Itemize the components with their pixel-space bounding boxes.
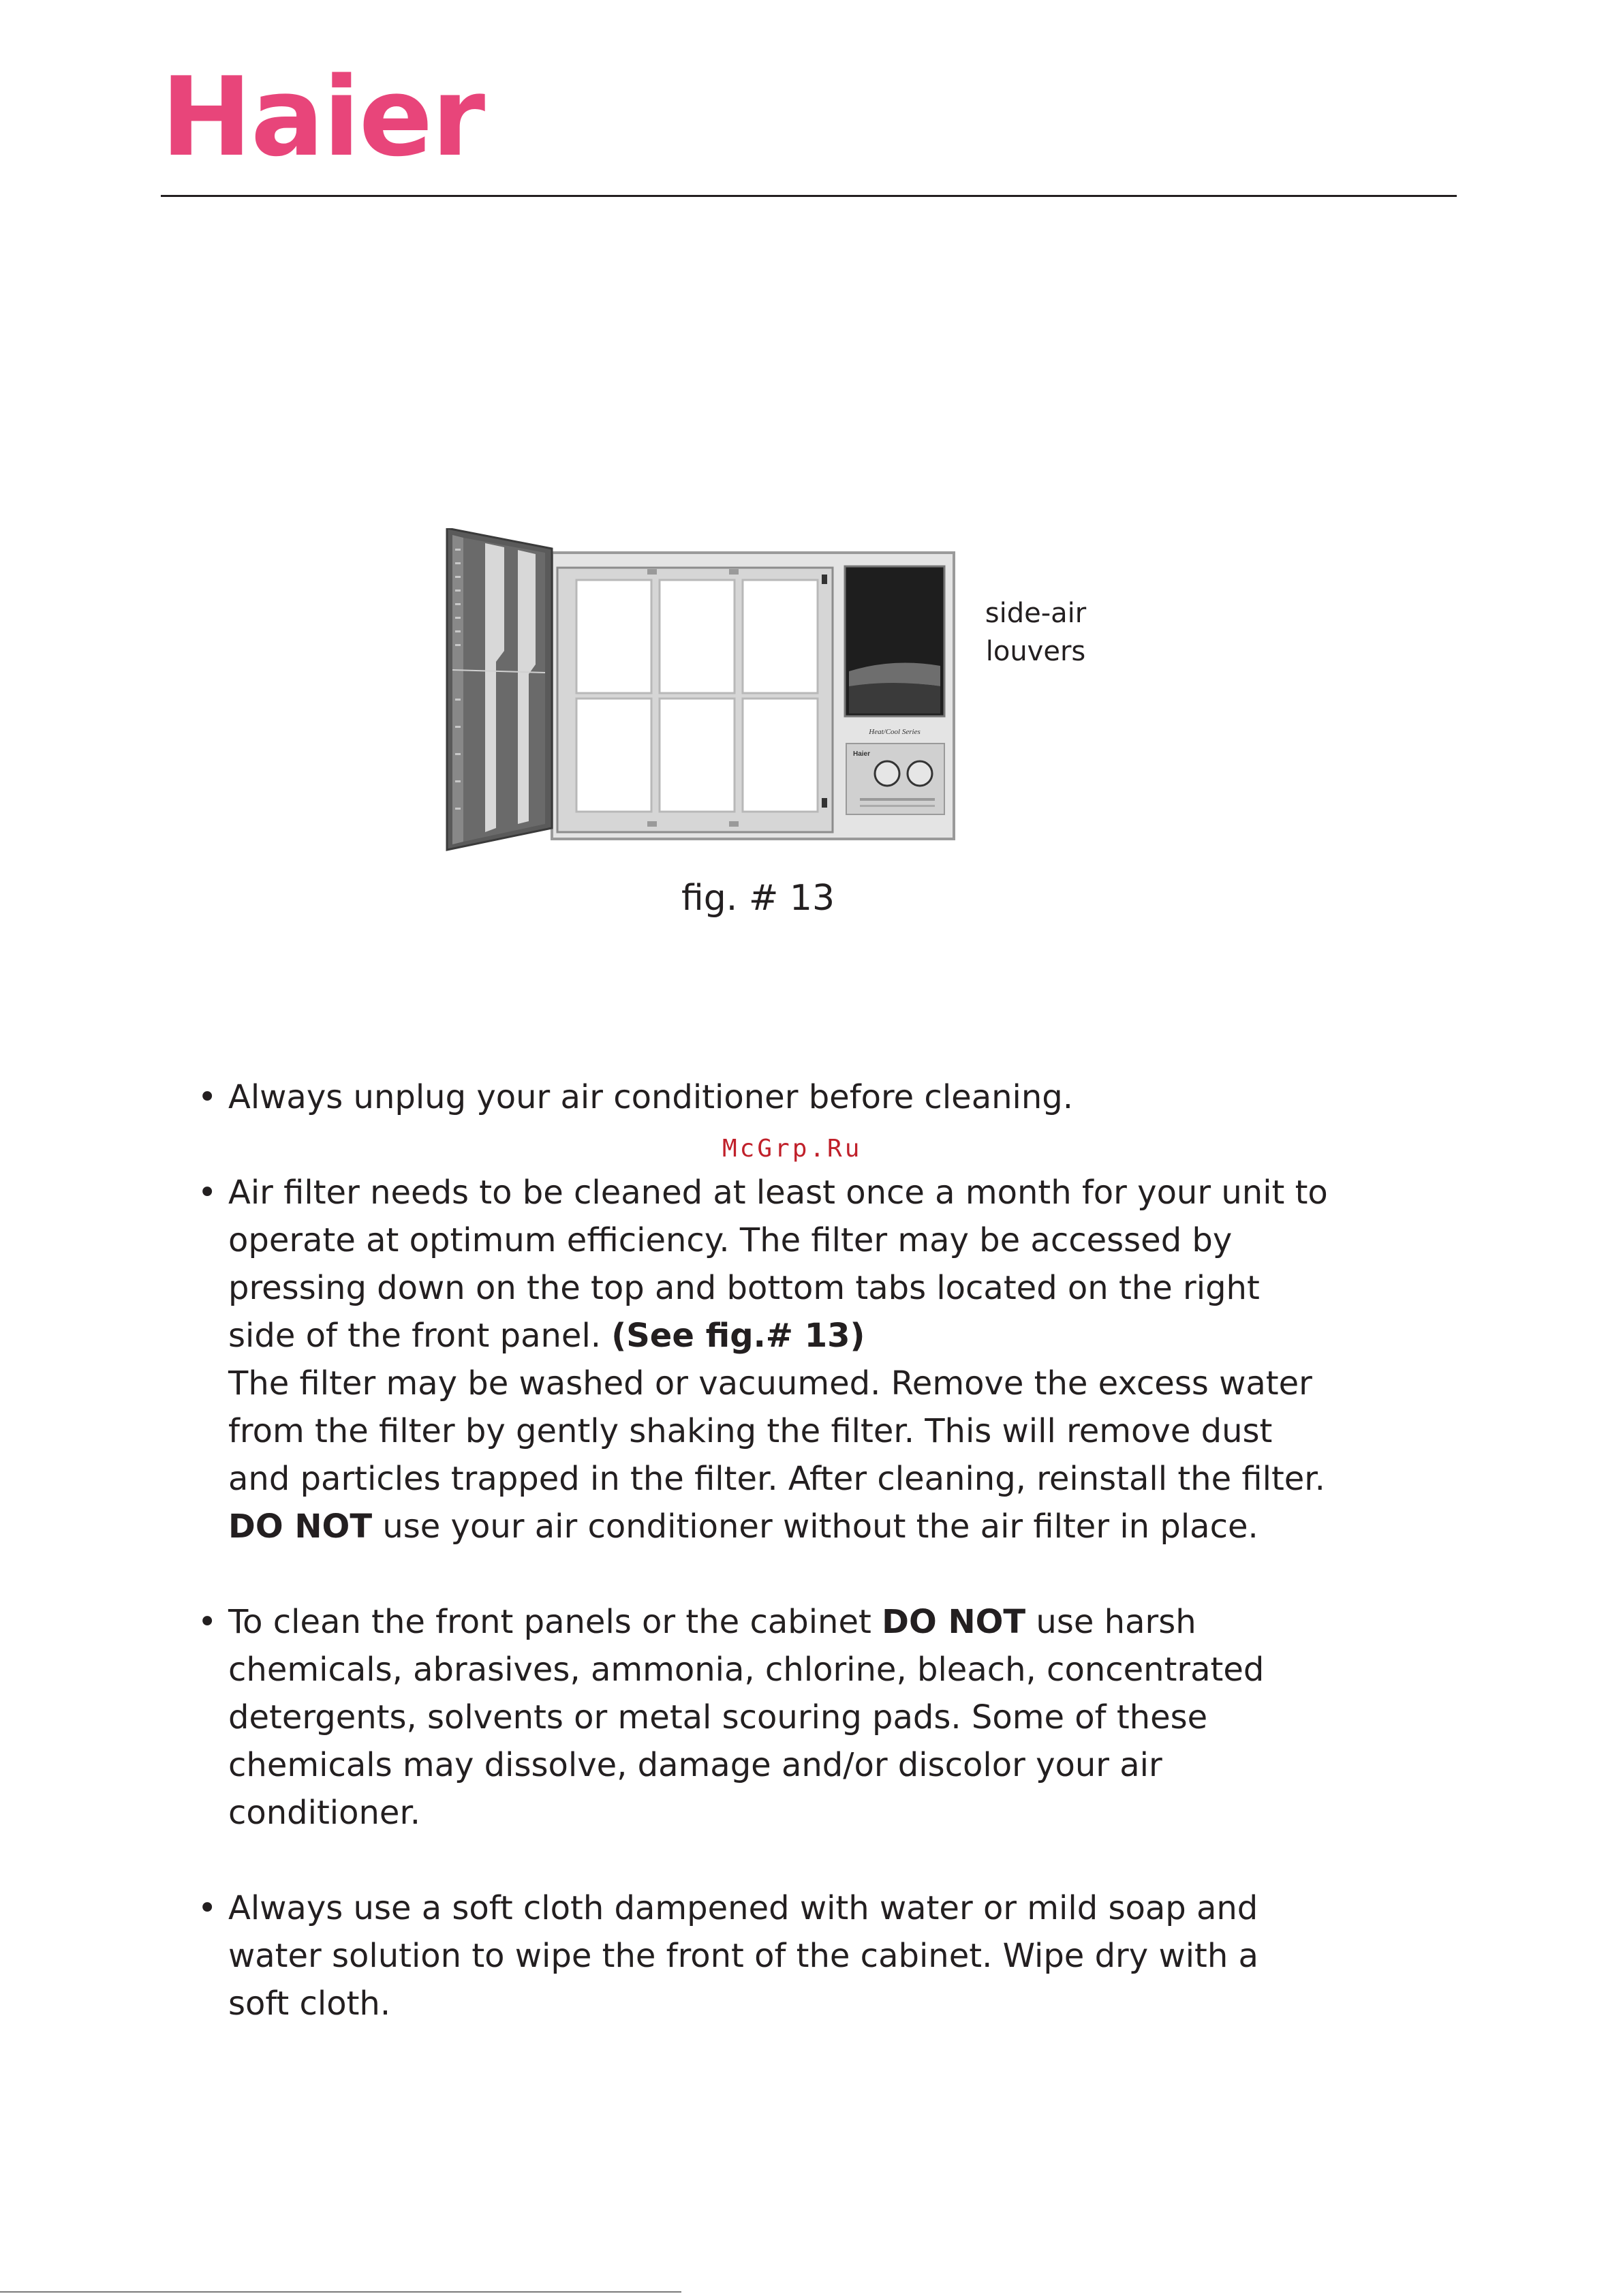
bullet-icon: • xyxy=(198,1174,217,1212)
instruction-unplug xyxy=(198,1073,1329,1121)
do-not-emphasis: DO NOT xyxy=(228,1507,373,1546)
cabinet-text-pre: To clean the front panels or the cabinet xyxy=(228,1603,882,1641)
panel-brand-label: Haier xyxy=(853,750,871,758)
instruction-unplug-text: Always unplug your air conditioner before cleaning. xyxy=(228,1078,1074,1116)
figure-caption: fig. # 13 xyxy=(681,878,835,919)
cleaning-instructions xyxy=(198,1073,1329,2027)
panel-series-label: Heat/Cool Series xyxy=(869,728,921,736)
bullet-icon: • xyxy=(198,1889,217,1927)
air-conditioner-figure xyxy=(443,528,974,855)
filter-warning xyxy=(228,1503,1329,1550)
thermostat-knob xyxy=(875,761,899,786)
mode-knob xyxy=(908,761,932,786)
filter-washing-text: The filter may be washed or vacuumed. Remove the excess water from the filter by gently shaking the filter. This will remove dust and particles trapped in the filter. After cleaning, reinstall the filter. xyxy=(228,1364,1325,1498)
instruction-air-filter xyxy=(198,1169,1329,1550)
side-air-louvers-label xyxy=(981,594,1090,671)
filter-tab-bottom xyxy=(822,798,827,808)
bullet-icon: • xyxy=(198,1078,217,1116)
watermark: McGrp.Ru xyxy=(722,1135,863,1163)
side-label-line1: side-air xyxy=(985,598,1087,629)
header-divider xyxy=(161,195,1457,197)
air-filter-paragraph xyxy=(228,1169,1329,1360)
filter-tab-top xyxy=(822,575,827,584)
bullet-icon: • xyxy=(198,1603,217,1641)
instruction-cabinet-cleaning xyxy=(198,1598,1329,1837)
filter-warning-text: use your air conditioner without the air filter in place. xyxy=(372,1507,1258,1546)
haier-logo: Haier xyxy=(161,53,484,181)
cabinet-text-post: use harsh chemicals, abrasives, ammonia, chlorine, bleach, concentrated detergents, solvents or metal scouring pads. Some of these chemicals may dissolve, damage and/or discolor your air conditioner. xyxy=(228,1603,1265,1832)
instruction-soft-cloth xyxy=(198,1884,1329,2027)
footer-divider xyxy=(0,2291,681,2293)
soft-cloth-text: Always use a soft cloth dampened with water or mild soap and water solution to wipe the front of the cabinet. Wipe dry with a soft cloth. xyxy=(228,1889,1258,2023)
air-filter-text: Air filter needs to be cleaned at least once a month for your unit to operate at optimum efficiency. The filter may be accessed by pressing down on the top and bottom tabs located on the right side of the front panel. xyxy=(228,1174,1328,1355)
side-label-line2: louvers xyxy=(985,636,1086,667)
do-not-emphasis: DO NOT xyxy=(882,1603,1026,1641)
figure-reference: (See fig.# 13) xyxy=(611,1317,865,1355)
